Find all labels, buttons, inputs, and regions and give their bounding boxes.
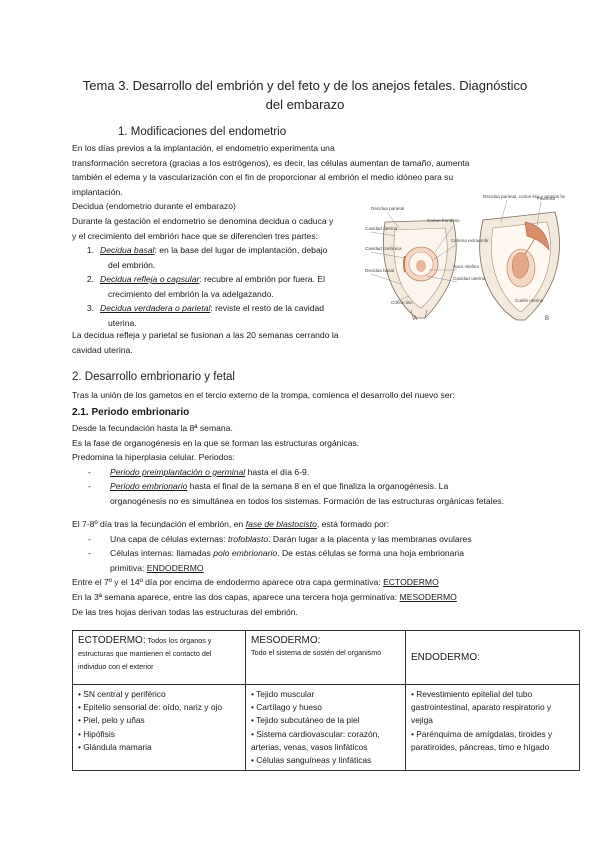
title-line-2: del embarazo <box>265 97 345 112</box>
text-line: En los días previos a la implantación, el endometrio experimenta una <box>72 143 335 153</box>
list-item: • Glándula mamaria <box>78 741 152 752</box>
title-line-1: Tema 3. Desarrollo del embrión y del feto y de los anejos fetales. Diagnóstico <box>82 78 528 93</box>
text-line: transformación secretora (gracias a los estrógenos), es decir, las células aumentan de tamaño, aumenta <box>72 157 470 168</box>
period-item: - Periodo embrionario hasta el final de la semana 8 en el que finaliza la organogénesis. La <box>88 481 449 492</box>
header-mesodermo: MESODERMO: Todo el sistema de sostén del organismo <box>246 631 406 685</box>
germ-layer-table <box>72 630 580 771</box>
figure-label: B <box>545 316 550 322</box>
text-line: Es la fase de organogénesis en la que se forman las estructuras orgánicas. <box>72 437 360 448</box>
list-item: • Sistema cardiovascular: corazón, arterias, venas, vasos linfáticos <box>251 728 380 752</box>
text-line: Predomina la hiperplasia celular. Periodos: <box>72 452 235 463</box>
text-line: Durante la gestación el endometrio se denomina decidua o caduca y <box>72 215 334 226</box>
endoderm-cell <box>406 685 580 771</box>
section-2-1-body <box>72 421 504 509</box>
figure-label: Decidua parietal, corion liso y amnios fu <box>483 194 565 199</box>
text-line: Desde la fecundación hasta la 8ª semana. <box>72 423 233 433</box>
uterus-diagram-b <box>480 212 560 320</box>
section-1-paragraph-3 <box>72 328 339 357</box>
mesoderm-cell <box>246 685 406 771</box>
cell-item: - Células internas: llamadas polo embrionario. De estas células se forma una hoja embrionaria <box>88 548 464 559</box>
list-item: • Piel, pelo y uñas <box>78 715 145 726</box>
decidua-list <box>72 243 327 331</box>
cell-item: - Una capa de células externas: trofoblasto. Darán lugar a la placenta y las membranas ovulares <box>88 533 472 544</box>
figure-label: Cuello uterino <box>515 298 544 303</box>
ectoderm-line: Entre el 7º y el 14º día por encima de endodermo aparece otra capa germinativa: ECTODERMO <box>72 577 439 588</box>
figure-label: Cavidad uterina <box>365 226 398 231</box>
list-item-cont: uterina. <box>108 317 137 328</box>
header-endodermo: ENDODERMO: <box>406 631 580 685</box>
figure-label: Decidua basal <box>365 268 395 273</box>
figure-label: Corion frondoso <box>427 218 460 223</box>
blastocyst-line: El 7-8º día tras la fecundación el embrión, en fase de blastocisto, está formado por: <box>72 519 390 529</box>
list-item: • Cartílago y hueso <box>251 702 322 713</box>
list-item: 1. Deciduа basal: en la base del lugar de implantación, debajo <box>86 245 328 255</box>
figure-label: Decidua parietal <box>371 206 405 211</box>
period-item-cont: organogénesis no es simultánea en todos los sistemas. Formación de las estructuras orgánicas fetales. <box>110 495 505 506</box>
text-line: implantación. <box>72 186 123 197</box>
germ-layers-body <box>72 517 472 619</box>
list-item: • Tejido subcutáneo de la piel <box>251 715 360 726</box>
list-item: • Tejido muscular <box>251 689 315 699</box>
list-item: • Revestimiento epitelial del tubo gastrointestinal, aparato respiratorio y vejiga <box>411 689 552 726</box>
section-2-intro: Tras la unión de los gametos en el tercio externo de la trompa, comienca el desarrollo del nuevo ser: <box>72 390 455 400</box>
decidua-line: Decidua (endometrio durante el embarazo) <box>72 201 236 212</box>
figure-label: Corion liso <box>391 300 413 305</box>
list-item: • Epitelio sensorial de: oído, nariz y ojo <box>78 702 222 713</box>
text-line: La decidua refleja y parietal se fusionan a las 20 semanas cerrando la <box>72 330 339 340</box>
document-title <box>70 76 540 114</box>
mesoderm-line: En la 3ª semana aparece, entre las dos capas, aparece una tercera hoja germinativa: MESODERMO <box>72 591 457 602</box>
figure-label: Saco vitelino <box>453 264 480 269</box>
table-row <box>73 685 580 771</box>
figure-label: Cavidad coriónica <box>365 246 402 251</box>
decidua-illustration <box>365 192 565 324</box>
text-line: también el edema y la vascularización con el fin de proporcionar al embrión el medio idóneo para su <box>72 172 454 183</box>
list-item: 3. Decidua verdadera o parietal: reviste el resto de la cavidad <box>86 303 325 314</box>
header-ectodermo: ECTODERMO: Todos los órganos y estructuras que mantienen el contacto del individuo con el exterior <box>73 631 246 685</box>
list-item: • Células sanguíneas y linfáticas <box>251 755 372 766</box>
table-header-row <box>73 631 580 685</box>
list-item-cont: del embrión. <box>108 259 156 270</box>
section-2-heading: 2. Desarrollo embrionario y fetal <box>72 371 235 383</box>
figure-label: Cavidad uterina <box>453 276 486 281</box>
figure-label: Placenta <box>537 196 555 201</box>
decidua-figure <box>365 192 565 324</box>
list-item-cont: crecimiento del embrión la va adelgazando. <box>108 288 274 299</box>
figure-label: A <box>413 316 418 322</box>
period-item: - Periodo preimplantación o germinal hasta el día 6-9. <box>88 466 310 477</box>
final-line: De las tres hojas derivan todas las estructuras del embrión. <box>72 606 298 617</box>
list-item: • SN central y periférico <box>78 689 166 699</box>
text-line: cavidad uterina. <box>72 344 133 355</box>
figure-label: Celoma extraembr. <box>451 238 490 243</box>
cell-item-cont: primitiva: ENDODERMO <box>110 562 204 573</box>
section-2-1-heading: 2.1. Periodo embrionario <box>72 407 190 418</box>
text-line: y el crecimiento del embrión hace que se diferencien tres partes: <box>72 230 319 241</box>
list-item: 2. Decidua refleja o capsular: recubre al embrión por fuera. El <box>86 274 325 285</box>
ectoderm-cell <box>73 685 246 771</box>
list-item: • Hipófisis <box>78 728 115 739</box>
list-item: • Parénquima de amígdalas, tiroides y paratiroides, páncreas, timo e hígado <box>411 728 553 752</box>
section-1-heading: 1. Modificaciones del endometrio <box>118 126 287 138</box>
